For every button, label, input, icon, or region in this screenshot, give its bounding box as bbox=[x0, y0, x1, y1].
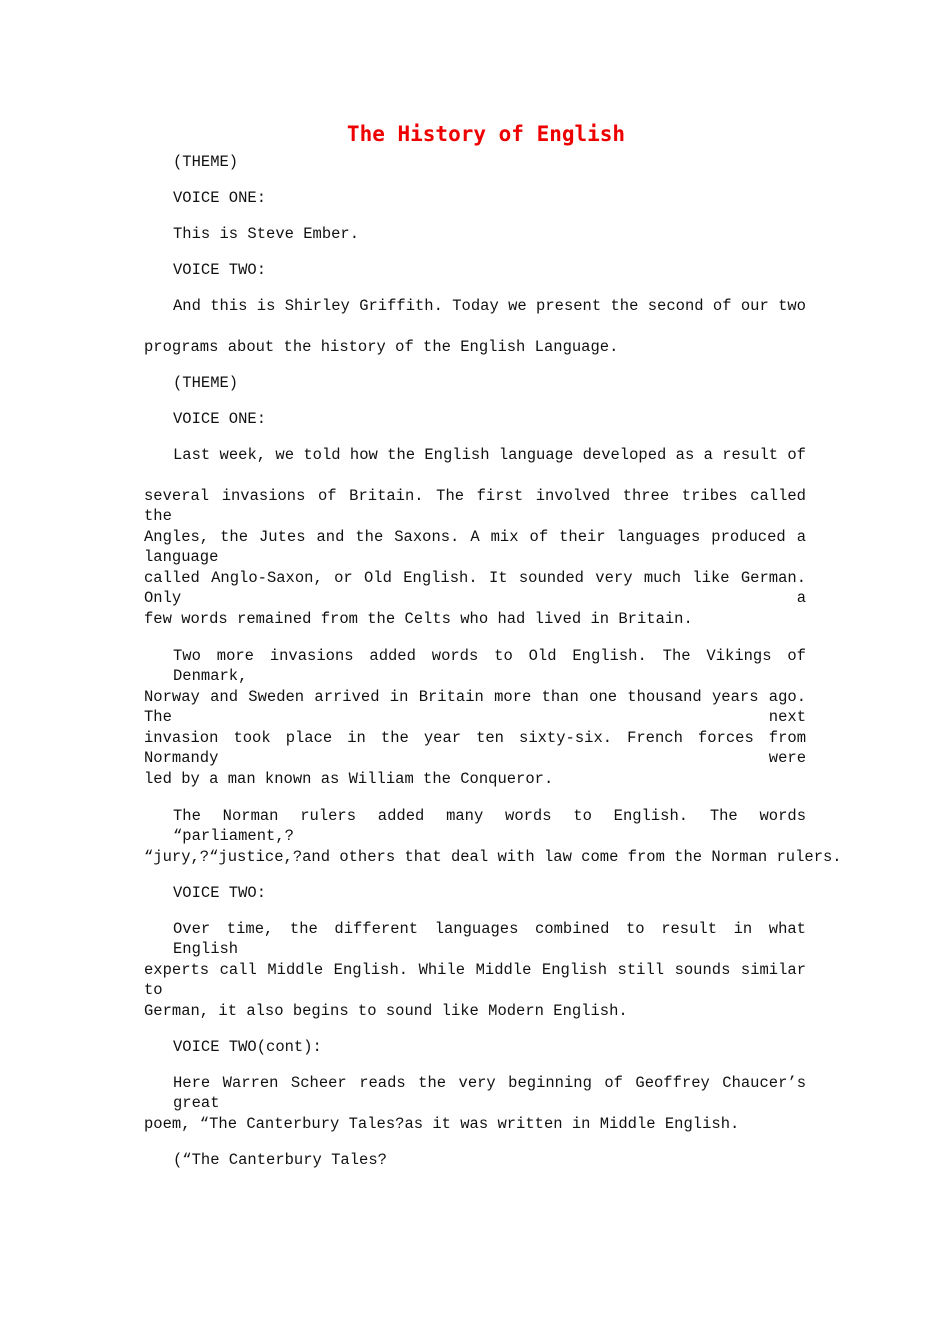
paragraph-line: several invasions of Britain. The first involved three tribes called the bbox=[144, 487, 806, 525]
speaker-label: VOICE TWO(cont): bbox=[173, 1038, 322, 1056]
paragraph-line: German, it also begins to sound like Modern English. bbox=[144, 1002, 628, 1020]
paragraph-line: called Anglo-Saxon, or Old English. It sounded very much like German. Only a bbox=[144, 569, 806, 607]
stage-direction: (THEME) bbox=[173, 153, 239, 171]
stage-direction: (THEME) bbox=[173, 374, 239, 392]
paragraph-line: Over time, the different languages combined to result in what English bbox=[173, 920, 806, 958]
paragraph-line: The Norman rulers added many words to English. The words “parliament,? bbox=[173, 807, 806, 845]
paragraph-line: programs about the history of the English Language. bbox=[144, 338, 619, 356]
paragraph-line: Last week, we told how the English language developed as a result of bbox=[173, 446, 806, 464]
document-title: The History of English bbox=[346, 122, 626, 146]
paragraph-line: led by a man known as William the Conqueror. bbox=[144, 770, 554, 788]
speaker-label: VOICE TWO: bbox=[173, 261, 267, 279]
paragraph-line: Norway and Sweden arrived in Britain more than one thousand years ago. The next bbox=[144, 688, 806, 726]
paragraph-line: Two more invasions added words to Old English. The Vikings of Denmark, bbox=[173, 647, 806, 685]
speaker-label: VOICE TWO: bbox=[173, 884, 267, 902]
paragraph-line: experts call Middle English. While Middle English still sounds similar to bbox=[144, 961, 806, 999]
stage-direction: (“The Canterbury Tales? bbox=[173, 1151, 387, 1169]
speaker-label: VOICE ONE: bbox=[173, 410, 267, 428]
paragraph-line: few words remained from the Celts who had lived in Britain. bbox=[144, 610, 693, 628]
paragraph-line: This is Steve Ember. bbox=[173, 225, 360, 243]
paragraph-line: invasion took place in the year ten sixty-six. French forces from Normandy were bbox=[144, 729, 806, 767]
paragraph-line: And this is Shirley Griffith. Today we present the second of our two bbox=[173, 297, 806, 315]
speaker-label: VOICE ONE: bbox=[173, 189, 267, 207]
paragraph-line: poem, “The Canterbury Tales?as it was written in Middle English. bbox=[144, 1115, 740, 1133]
paragraph-line: Here Warren Scheer reads the very beginning of Geoffrey Chaucer’s great bbox=[173, 1074, 806, 1112]
paragraph-line: “jury,?“justice,?and others that deal with law come from the Norman rulers. bbox=[144, 848, 842, 866]
paragraph-line: Angles, the Jutes and the Saxons. A mix of their languages produced a language bbox=[144, 528, 806, 566]
